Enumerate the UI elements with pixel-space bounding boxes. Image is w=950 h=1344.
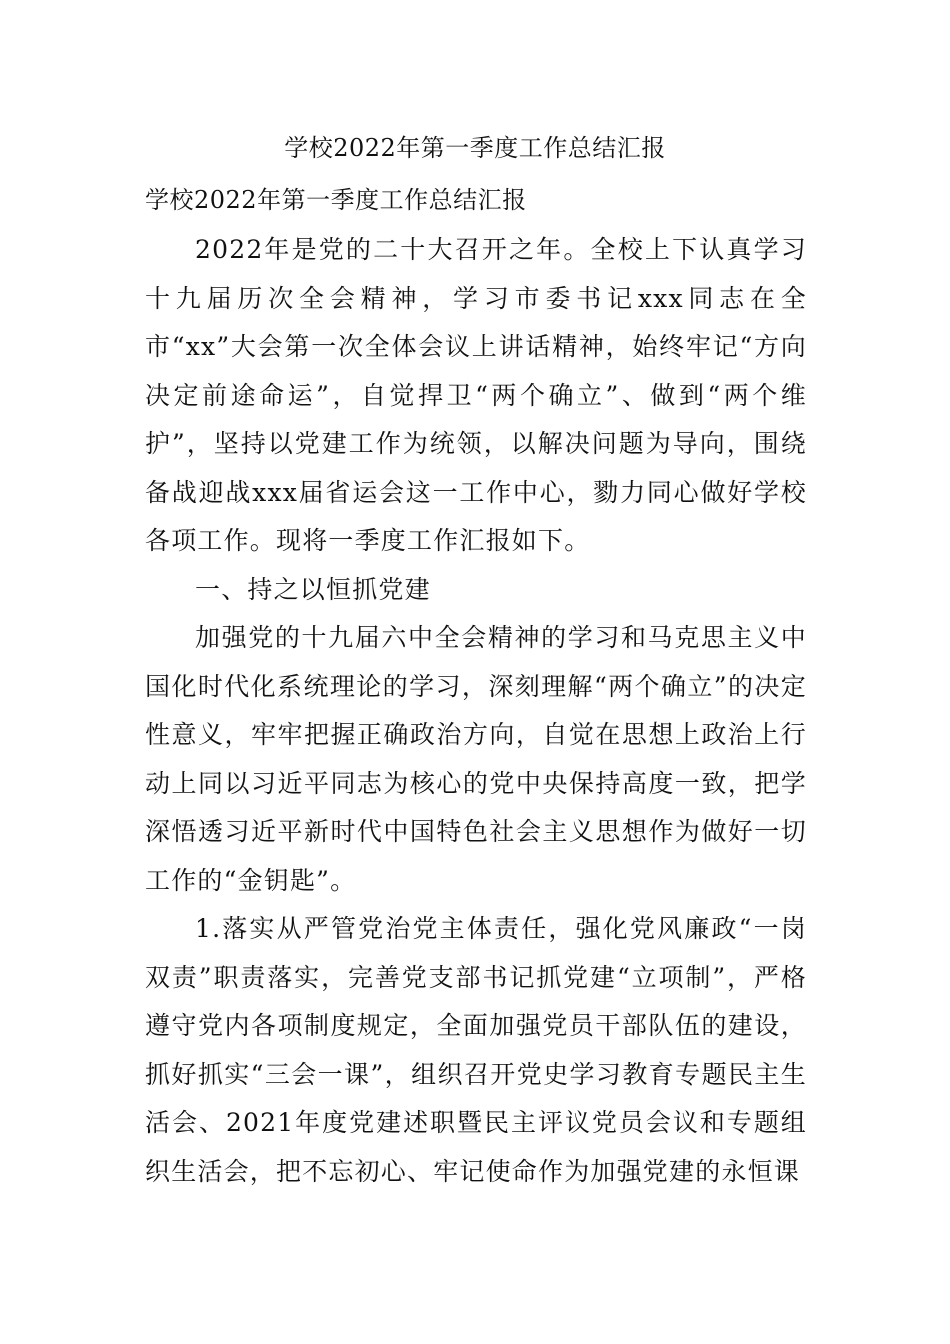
section-heading-party-building: 一、持之以恒抓党建: [195, 574, 431, 604]
document-subtitle: 学校2022年第一季度工作总结汇报: [145, 186, 527, 214]
document-body: [145, 226, 807, 1196]
intro-paragraph: 2022年是党的二十大召开之年。全校上下认真学习十九届历次全会精神，学习市委书记xxx同志在全市“xx”大会第一次全体会议上讲话精神，始终牢记“方向决定前途命运”，自觉捍卫“两个确立”、做到“两个维护”，坚持以党建工作为统领，以解决问题为导向，围绕备战迎战xxx届省运会这一工作中心，勠力同心做好学校各项工作。现将一季度工作汇报如下。: [145, 235, 807, 555]
list-item-1: 1.落实从严管党治党主体责任，强化党风廉政“一岗双责”职责落实，完善党支部书记抓党建“立项制”，严格遵守党内各项制度规定，全面加强党员干部队伍的建设，抓好抓实“三会一课”，组织召开党史学习教育专题民主生活会、2021年度党建述职暨民主评议党员会议和专题组织生活会，把不忘初心、牢记使命作为加强党建的永恒课: [145, 914, 807, 1186]
section-body-party-building: 加强党的十九届六中全会精神的学习和马克思主义中国化时代化系统理论的学习，深刻理解“两个确立”的决定性意义，牢牢把握正确政治方向，自觉在思想上政治上行动上同以习近平同志为核心的党中央保持高度一致，把学深悟透习近平新时代中国特色社会主义思想作为做好一切工作的“金钥匙”。: [145, 623, 807, 895]
document-title: 学校2022年第一季度工作总结汇报: [284, 134, 666, 162]
